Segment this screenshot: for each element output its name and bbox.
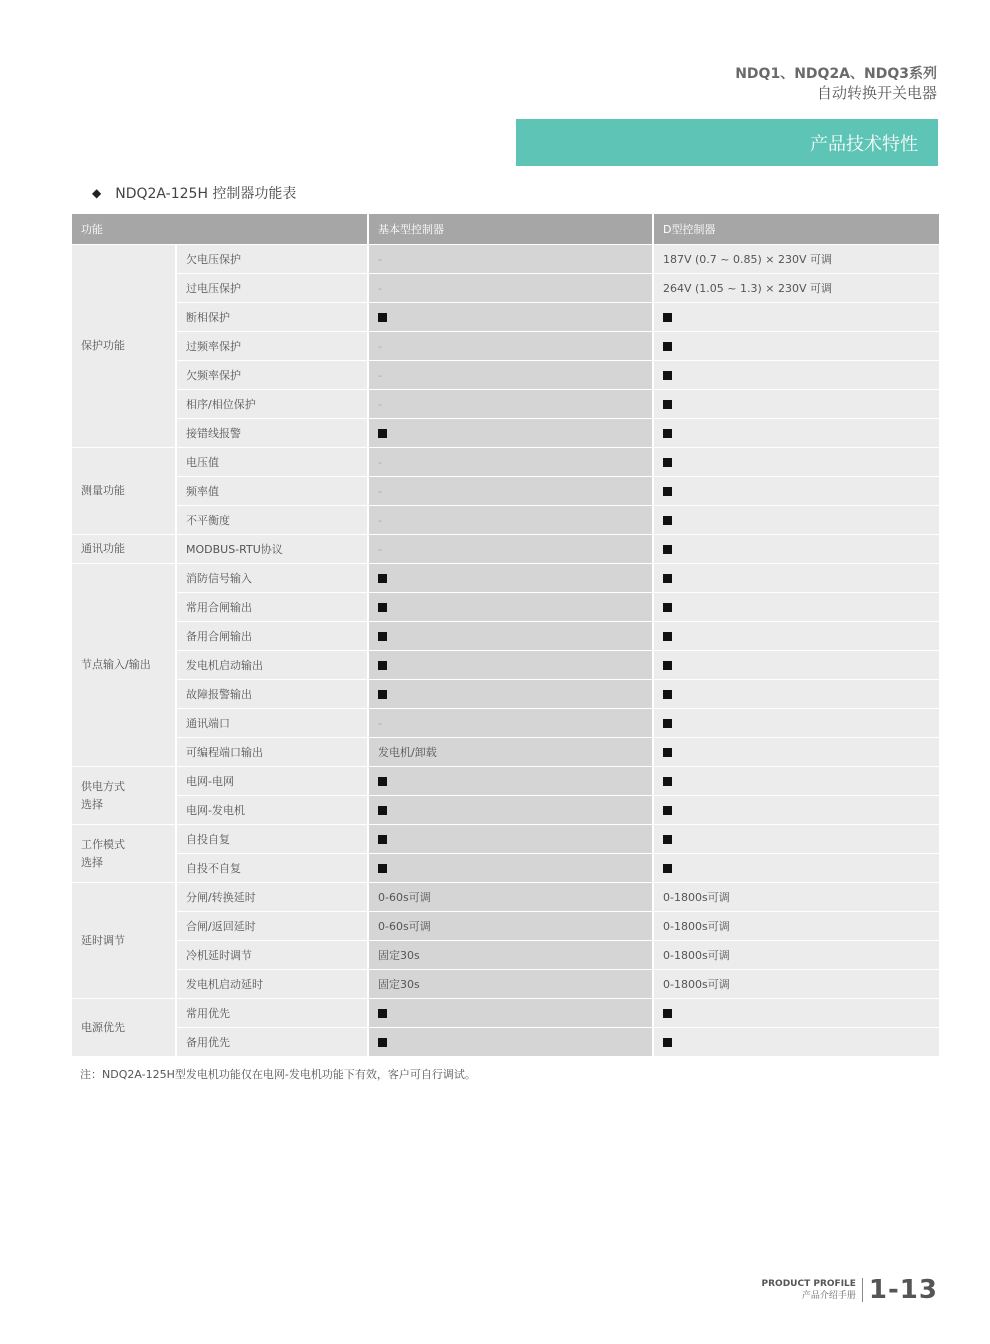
d-controller-value — [653, 680, 939, 709]
d-controller-value — [653, 477, 939, 506]
table-row — [72, 477, 939, 506]
d-controller-value — [653, 535, 939, 564]
not-supported-dash: - — [378, 455, 382, 469]
table-body — [72, 245, 939, 1057]
d-controller-value — [653, 796, 939, 825]
function-name: 分闸/转换延时 — [176, 883, 368, 912]
table-row — [72, 390, 939, 419]
table-row — [72, 912, 939, 941]
not-supported-dash: - — [378, 252, 382, 266]
supported-square-icon — [663, 748, 672, 757]
basic-controller-value — [368, 419, 653, 448]
basic-controller-value — [368, 477, 653, 506]
d-controller-value — [653, 419, 939, 448]
d-controller-value — [653, 651, 939, 680]
basic-controller-value — [368, 709, 653, 738]
table-row — [72, 738, 939, 767]
function-name: 自投不自复 — [176, 854, 368, 883]
basic-controller-value — [368, 506, 653, 535]
d-controller-value — [653, 564, 939, 593]
basic-controller-value: 固定30s — [368, 970, 653, 999]
supported-square-icon — [663, 603, 672, 612]
function-name: 备用优先 — [176, 1028, 368, 1057]
not-supported-dash: - — [378, 513, 382, 527]
supported-square-icon — [378, 864, 387, 873]
series-title: NDQ1、NDQ2A、NDQ3系列 — [735, 66, 937, 82]
function-name: 消防信号输入 — [176, 564, 368, 593]
table-caption-text: NDQ2A-125H 控制器功能表 — [115, 186, 297, 202]
function-name: 电压值 — [176, 448, 368, 477]
function-name: 欠电压保护 — [176, 245, 368, 274]
d-controller-value — [653, 361, 939, 390]
supported-square-icon — [378, 1038, 387, 1047]
supported-square-icon — [378, 574, 387, 583]
function-name: 可编程端口输出 — [176, 738, 368, 767]
group-label: 电源优先 — [72, 999, 176, 1057]
table-row — [72, 941, 939, 970]
footnote: 注：NDQ2A-125H型发电机功能仅在电网-发电机功能下有效，客户可自行调试。 — [80, 1068, 476, 1081]
not-supported-dash: - — [378, 484, 382, 498]
function-name: 冷机延时调节 — [176, 941, 368, 970]
table-row — [72, 448, 939, 477]
function-name: 故障报警输出 — [176, 680, 368, 709]
function-name: 电网-电网 — [176, 767, 368, 796]
table-row — [72, 506, 939, 535]
supported-square-icon — [663, 777, 672, 786]
header-d-controller: D型控制器 — [653, 214, 939, 245]
supported-square-icon — [663, 690, 672, 699]
not-supported-dash: - — [378, 542, 382, 556]
d-controller-value: 187V (0.7 ~ 0.85) × 230V 可调 — [653, 245, 939, 274]
supported-square-icon — [663, 458, 672, 467]
not-supported-dash: - — [378, 716, 382, 730]
banner-label: 产品技术特性 — [810, 133, 918, 155]
function-name: 通讯端口 — [176, 709, 368, 738]
d-controller-value — [653, 825, 939, 854]
d-controller-value — [653, 390, 939, 419]
d-controller-value: 0-1800s可调 — [653, 912, 939, 941]
table-header-row — [72, 214, 939, 245]
supported-square-icon — [378, 661, 387, 670]
table-row — [72, 796, 939, 825]
table-row — [72, 1028, 939, 1057]
d-controller-value — [653, 767, 939, 796]
not-supported-dash: - — [378, 397, 382, 411]
basic-controller-value — [368, 767, 653, 796]
supported-square-icon — [663, 835, 672, 844]
d-controller-value: 264V (1.05 ~ 1.3) × 230V 可调 — [653, 274, 939, 303]
function-name: 电网-发电机 — [176, 796, 368, 825]
basic-controller-value — [368, 535, 653, 564]
supported-square-icon — [378, 835, 387, 844]
d-controller-value — [653, 1028, 939, 1057]
d-controller-value: 0-1800s可调 — [653, 941, 939, 970]
supported-square-icon — [663, 632, 672, 641]
supported-square-icon — [663, 864, 672, 873]
header-function: 功能 — [72, 214, 368, 245]
section-banner — [516, 119, 938, 166]
basic-controller-value — [368, 564, 653, 593]
not-supported-dash: - — [378, 368, 382, 382]
table-row — [72, 709, 939, 738]
function-name: 相序/相位保护 — [176, 390, 368, 419]
function-name: 发电机启动延时 — [176, 970, 368, 999]
d-controller-value — [653, 738, 939, 767]
basic-controller-value — [368, 1028, 653, 1057]
diamond-icon: ◆ — [92, 186, 102, 200]
group-label: 工作模式 选择 — [72, 825, 176, 883]
supported-square-icon — [378, 313, 387, 322]
supported-square-icon — [378, 632, 387, 641]
table-caption — [92, 183, 296, 203]
supported-square-icon — [663, 545, 672, 554]
d-controller-value — [653, 332, 939, 361]
function-name: 发电机启动输出 — [176, 651, 368, 680]
group-label: 节点输入/输出 — [72, 564, 176, 767]
supported-square-icon — [663, 806, 672, 815]
table-row — [72, 883, 939, 912]
basic-controller-value — [368, 332, 653, 361]
header-basic-controller: 基本型控制器 — [368, 214, 653, 245]
d-controller-value — [653, 999, 939, 1028]
table-row — [72, 361, 939, 390]
function-name: 自投自复 — [176, 825, 368, 854]
basic-controller-value: 0-60s可调 — [368, 883, 653, 912]
basic-controller-value — [368, 622, 653, 651]
d-controller-value — [653, 854, 939, 883]
group-label: 延时调节 — [72, 883, 176, 999]
basic-controller-value: 0-60s可调 — [368, 912, 653, 941]
footer-cn: 产品介绍手册 — [801, 1291, 856, 1301]
basic-controller-value: 发电机/卸载 — [368, 738, 653, 767]
supported-square-icon — [663, 429, 672, 438]
function-name: MODBUS-RTU协议 — [176, 535, 368, 564]
table-row — [72, 767, 939, 796]
supported-square-icon — [663, 1009, 672, 1018]
group-label: 测量功能 — [72, 448, 176, 535]
supported-square-icon — [663, 400, 672, 409]
basic-controller-value — [368, 390, 653, 419]
supported-square-icon — [378, 603, 387, 612]
product-title: 自动转换开关电器 — [816, 84, 937, 102]
table-row — [72, 999, 939, 1028]
table-row — [72, 245, 939, 274]
table-row — [72, 303, 939, 332]
d-controller-value — [653, 709, 939, 738]
footer-divider — [862, 1278, 863, 1302]
d-controller-value — [653, 593, 939, 622]
controller-function-table — [72, 214, 939, 1057]
function-name: 断相保护 — [176, 303, 368, 332]
supported-square-icon — [378, 429, 387, 438]
d-controller-value — [653, 622, 939, 651]
function-name: 过电压保护 — [176, 274, 368, 303]
table-row — [72, 535, 939, 564]
function-name: 备用合闸输出 — [176, 622, 368, 651]
page-number: 1-13 — [868, 1275, 938, 1305]
supported-square-icon — [378, 1009, 387, 1018]
basic-controller-value — [368, 361, 653, 390]
basic-controller-value — [368, 303, 653, 332]
d-controller-value — [653, 448, 939, 477]
table-row — [72, 564, 939, 593]
supported-square-icon — [378, 777, 387, 786]
group-label: 供电方式 选择 — [72, 767, 176, 825]
table-row — [72, 970, 939, 999]
basic-controller-value — [368, 680, 653, 709]
table-row — [72, 825, 939, 854]
page-footer — [762, 1275, 938, 1305]
table-row — [72, 680, 939, 709]
basic-controller-value — [368, 448, 653, 477]
supported-square-icon — [663, 1038, 672, 1047]
supported-square-icon — [663, 661, 672, 670]
function-name: 频率值 — [176, 477, 368, 506]
table-row — [72, 593, 939, 622]
supported-square-icon — [663, 313, 672, 322]
footer-en: PRODUCT PROFILE — [761, 1279, 856, 1289]
basic-controller-value — [368, 593, 653, 622]
footer-text — [762, 1278, 856, 1302]
d-controller-value: 0-1800s可调 — [653, 883, 939, 912]
table-row — [72, 332, 939, 361]
function-name: 常用合闸输出 — [176, 593, 368, 622]
basic-controller-value — [368, 999, 653, 1028]
function-name: 欠频率保护 — [176, 361, 368, 390]
supported-square-icon — [663, 719, 672, 728]
table-row — [72, 419, 939, 448]
supported-square-icon — [663, 371, 672, 380]
group-label: 通讯功能 — [72, 535, 176, 564]
supported-square-icon — [663, 574, 672, 583]
d-controller-value: 0-1800s可调 — [653, 970, 939, 999]
basic-controller-value — [368, 274, 653, 303]
basic-controller-value — [368, 854, 653, 883]
basic-controller-value — [368, 245, 653, 274]
supported-square-icon — [663, 516, 672, 525]
table-row — [72, 651, 939, 680]
table-row — [72, 622, 939, 651]
function-name: 不平衡度 — [176, 506, 368, 535]
basic-controller-value — [368, 825, 653, 854]
not-supported-dash: - — [378, 281, 382, 295]
supported-square-icon — [663, 487, 672, 496]
d-controller-value — [653, 303, 939, 332]
not-supported-dash: - — [378, 339, 382, 353]
function-name: 常用优先 — [176, 999, 368, 1028]
basic-controller-value — [368, 796, 653, 825]
function-name: 合闸/返回延时 — [176, 912, 368, 941]
d-controller-value — [653, 506, 939, 535]
supported-square-icon — [378, 806, 387, 815]
basic-controller-value — [368, 651, 653, 680]
function-name: 过频率保护 — [176, 332, 368, 361]
supported-square-icon — [663, 342, 672, 351]
group-label: 保护功能 — [72, 245, 176, 448]
table-row — [72, 274, 939, 303]
table-row — [72, 854, 939, 883]
basic-controller-value: 固定30s — [368, 941, 653, 970]
supported-square-icon — [378, 690, 387, 699]
function-name: 接错线报警 — [176, 419, 368, 448]
